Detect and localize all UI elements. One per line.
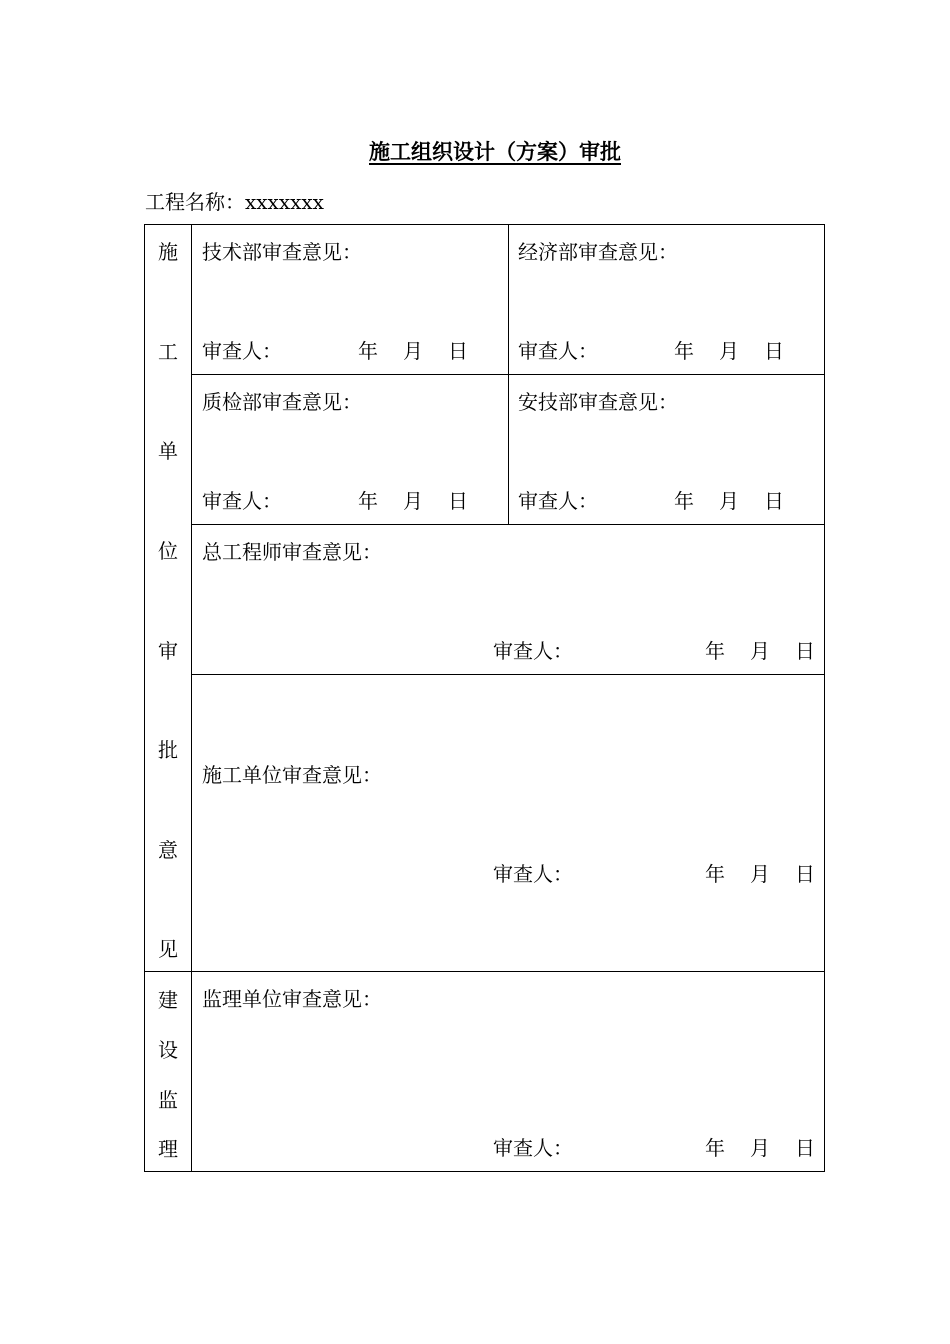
year-label: 年: [358, 489, 378, 513]
reviewer-label: 审查人：: [493, 862, 573, 886]
year-label: 年: [358, 339, 378, 363]
month-label: 月: [750, 862, 770, 886]
vertical-label-char: 工: [158, 340, 178, 364]
vertical-label-char: 见: [158, 937, 178, 961]
month-label: 月: [750, 1136, 770, 1160]
vertical-label-char: 建: [158, 988, 178, 1012]
vertical-label-char: 审: [158, 639, 178, 663]
row-divider-3: [191, 674, 825, 675]
day-label: 日: [795, 639, 815, 663]
vertical-label-char: 批: [158, 738, 178, 762]
year-label: 年: [705, 639, 725, 663]
vertical-label-char: 施: [158, 240, 178, 264]
vertical-label-char: 意: [158, 838, 178, 862]
chief-engineer-opinion-label: 总工程师审查意见：: [202, 540, 382, 564]
safety-dept-opinion-label: 安技部审查意见：: [518, 390, 678, 414]
econ-dept-opinion-label: 经济部审查意见：: [518, 240, 678, 264]
month-label: 月: [719, 489, 739, 513]
year-label: 年: [705, 862, 725, 886]
vertical-label-char: 监: [158, 1088, 178, 1112]
month-label: 月: [750, 639, 770, 663]
row-divider-1: [191, 374, 825, 375]
day-label: 日: [764, 339, 784, 363]
reviewer-label: 审查人：: [518, 489, 598, 513]
project-name-label: 工程名称：: [145, 190, 245, 214]
vertical-label-char: 位: [158, 539, 178, 563]
year-label: 年: [705, 1136, 725, 1160]
construction-unit-opinion-label: 施工单位审查意见：: [202, 763, 382, 787]
day-label: 日: [448, 489, 468, 513]
page-title: 施工组织设计（方案）审批: [369, 139, 621, 164]
vertical-label-char: 理: [158, 1137, 178, 1161]
project-name-value: xxxxxxx: [245, 190, 324, 214]
reviewer-label: 审查人：: [493, 639, 573, 663]
year-label: 年: [674, 489, 694, 513]
month-label: 月: [403, 339, 423, 363]
project-name-line: [145, 186, 324, 215]
reviewer-label: 审查人：: [202, 339, 282, 363]
reviewer-label: 审查人：: [493, 1136, 573, 1160]
day-label: 日: [795, 1136, 815, 1160]
left-column-divider: [191, 224, 192, 1172]
day-label: 日: [795, 862, 815, 886]
reviewer-label: 审查人：: [202, 489, 282, 513]
day-label: 日: [448, 339, 468, 363]
approval-table: [144, 224, 825, 1172]
quality-dept-opinion-label: 质检部审查意见：: [202, 390, 362, 414]
vertical-label-char: 单: [158, 439, 178, 463]
reviewer-label: 审查人：: [518, 339, 598, 363]
row-divider-4: [144, 971, 825, 972]
month-label: 月: [719, 339, 739, 363]
tech-dept-opinion-label: 技术部审查意见：: [202, 240, 362, 264]
supervision-unit-opinion-label: 监理单位审查意见：: [202, 987, 382, 1011]
month-label: 月: [403, 489, 423, 513]
year-label: 年: [674, 339, 694, 363]
vertical-label-char: 设: [158, 1038, 178, 1062]
day-label: 日: [764, 489, 784, 513]
row-divider-2: [191, 524, 825, 525]
